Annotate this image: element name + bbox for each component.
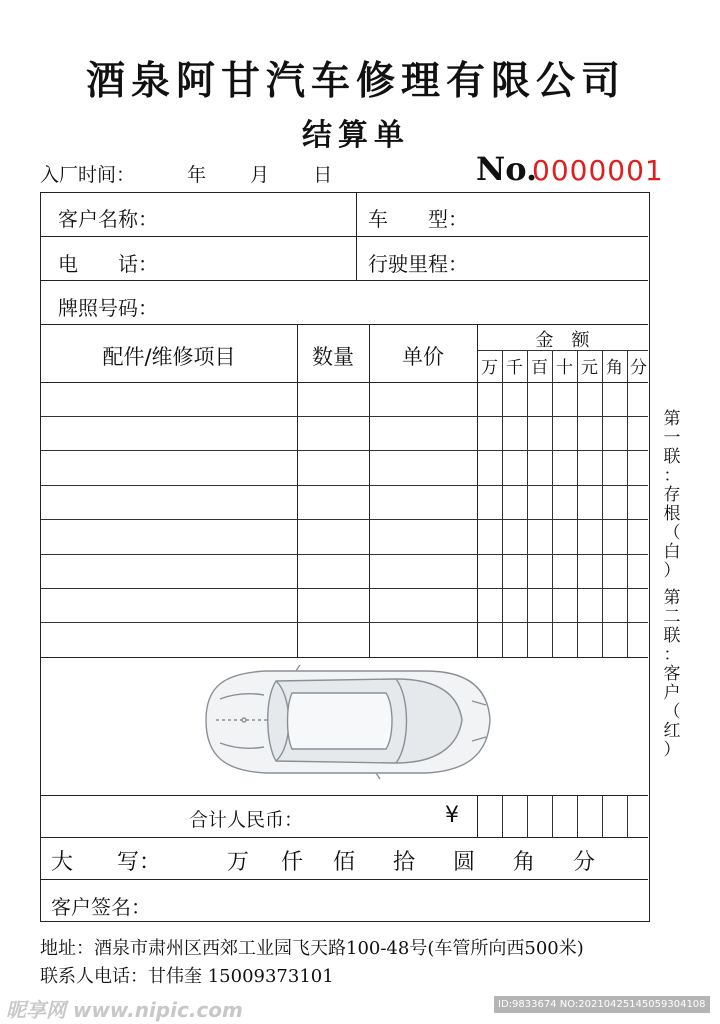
mileage-label: 行驶里程： xyxy=(368,252,468,276)
watermark-logo: 昵享网 www.nipic.com xyxy=(6,998,243,1022)
digit-header: 元 xyxy=(581,358,598,378)
capital-unit: 分 xyxy=(573,850,596,875)
side-note-char: 户 xyxy=(663,683,681,703)
side-note-char: 二 xyxy=(663,607,681,627)
capital-unit: 角 xyxy=(513,850,536,875)
digit-header: 千 xyxy=(506,358,523,378)
entry-date-label: 入厂时间： xyxy=(40,164,136,186)
capital-label: 大 写： xyxy=(51,850,162,875)
digit-header: 分 xyxy=(630,358,647,378)
settlement-form xyxy=(40,192,650,922)
digit-header: 万 xyxy=(481,358,498,378)
footer-address: 地址：酒泉市肃州区西郊工业园飞天路100-48号(车管所向西500米) xyxy=(40,938,584,959)
side-note-char: 存 xyxy=(663,485,681,505)
signature-label: 客户签名： xyxy=(51,895,151,919)
entry-date-day: 日 xyxy=(313,164,333,186)
copy-side-note xyxy=(660,410,684,760)
serial-number: 0000001 xyxy=(532,154,664,187)
entry-date-month: 月 xyxy=(250,164,270,186)
capital-unit: 佰 xyxy=(333,850,356,875)
side-note-char: 红 xyxy=(663,721,681,741)
col-header-qty: 数量 xyxy=(312,345,354,369)
entry-date-line xyxy=(40,160,370,187)
side-note-char: 第 xyxy=(663,588,681,608)
side-note-char: ） xyxy=(663,740,681,760)
side-note-char: ） xyxy=(663,561,681,581)
col-header-price: 单价 xyxy=(402,345,444,369)
car-model-label: 车 型： xyxy=(368,207,468,231)
side-note-char: ： xyxy=(663,645,681,665)
side-note-char: 联 xyxy=(663,626,681,646)
side-note-char: 一 xyxy=(663,428,681,448)
total-label: 合计人民币： xyxy=(189,809,304,831)
capital-unit: 圆 xyxy=(453,850,476,875)
customer-name-label: 客户名称： xyxy=(58,207,158,231)
digit-header: 百 xyxy=(531,358,548,378)
capital-unit: 拾 xyxy=(393,850,416,875)
side-note-char: 第 xyxy=(663,409,681,429)
side-note-char: 根 xyxy=(663,504,681,524)
capital-unit: 万 xyxy=(227,850,250,875)
side-note-char: 客 xyxy=(663,664,681,684)
plate-label: 牌照号码： xyxy=(58,296,158,320)
serial-label: No. xyxy=(476,150,538,188)
phone-label: 电 话： xyxy=(58,252,158,276)
side-note-char: 白 xyxy=(663,542,681,562)
capital-unit: 仟 xyxy=(281,850,304,875)
side-note-char: ： xyxy=(663,466,681,486)
document-title: 结算单 xyxy=(302,118,410,153)
side-note-char: 联 xyxy=(663,447,681,467)
digit-header: 十 xyxy=(556,358,573,378)
col-header-amount: 金 额 xyxy=(535,330,590,351)
entry-date-year: 年 xyxy=(187,164,207,186)
side-note-char: （ xyxy=(663,523,681,543)
watermark-id: ID:9833674 NO:20210425145059304108 xyxy=(494,996,710,1013)
company-name: 酒泉阿甘汽车修理有限公司 xyxy=(85,58,626,104)
footer-contact: 联系人电话：甘伟奎 15009373101 xyxy=(40,966,334,987)
digit-header: 角 xyxy=(606,358,623,378)
yuan-symbol: ¥ xyxy=(445,803,459,828)
col-header-item: 配件/维修项目 xyxy=(102,345,236,369)
car-top-view-diagram xyxy=(196,665,496,785)
side-note-char: （ xyxy=(663,702,681,722)
